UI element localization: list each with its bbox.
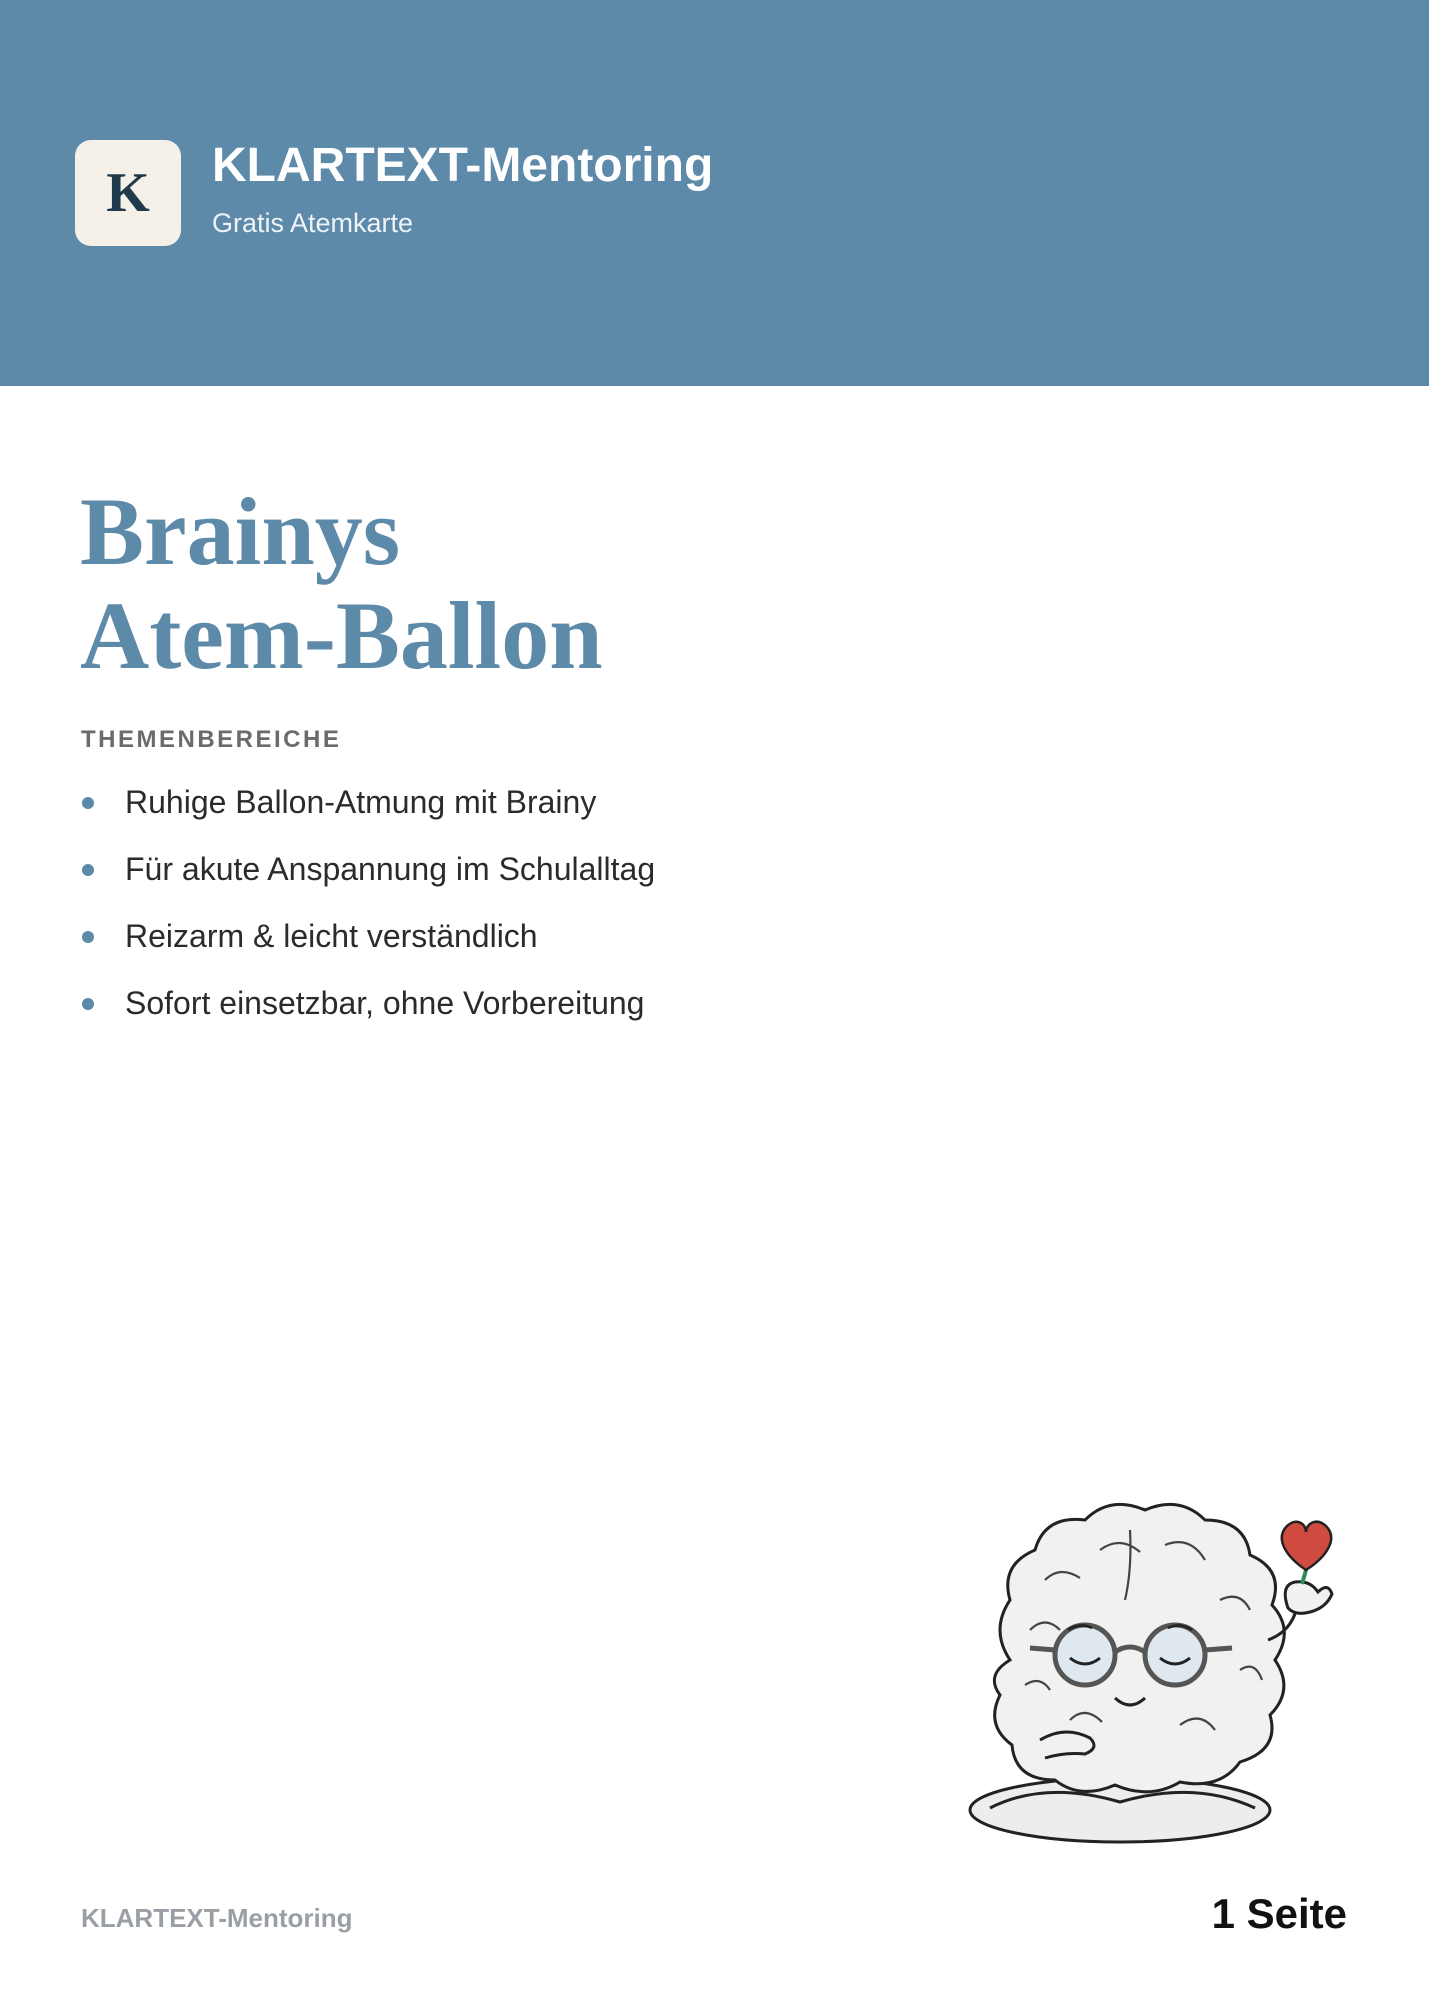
header-banner: [0, 0, 1429, 386]
list-item: [80, 912, 655, 979]
brain-mascot-meditating-with-heart-icon: [950, 1490, 1370, 1850]
list-item: [80, 778, 655, 845]
bullet-dot-icon: [82, 998, 94, 1010]
document-title: [80, 480, 603, 688]
list-item: [80, 979, 655, 1046]
topic-list: [80, 778, 655, 1046]
topic-text: Für akute Anspannung im Schulalltag: [125, 851, 656, 887]
document-title-line-2: Atem-Ballon: [80, 582, 603, 689]
logo: [75, 140, 181, 246]
footer-brand: KLARTEXT-Mentoring: [81, 1903, 353, 1933]
list-item: [80, 845, 655, 912]
logo-letter: K: [106, 162, 150, 224]
brand-subtitle: Gratis Atemkarte: [212, 208, 414, 238]
topic-text: Ruhige Ballon-Atmung mit Brainy: [125, 784, 597, 820]
topic-text: Reizarm & leicht verständlich: [125, 918, 538, 954]
section-label: THEMENBEREICHE: [81, 726, 342, 753]
page-count: 1 Seite: [1211, 1890, 1347, 1937]
bullet-dot-icon: [82, 797, 94, 809]
document-title-line-1: Brainys: [80, 478, 401, 585]
brand-title: KLARTEXT-Mentoring: [212, 139, 714, 192]
topic-text: Sofort einsetzbar, ohne Vorbereitung: [125, 985, 645, 1021]
bullet-dot-icon: [82, 864, 94, 876]
bullet-dot-icon: [82, 931, 94, 943]
